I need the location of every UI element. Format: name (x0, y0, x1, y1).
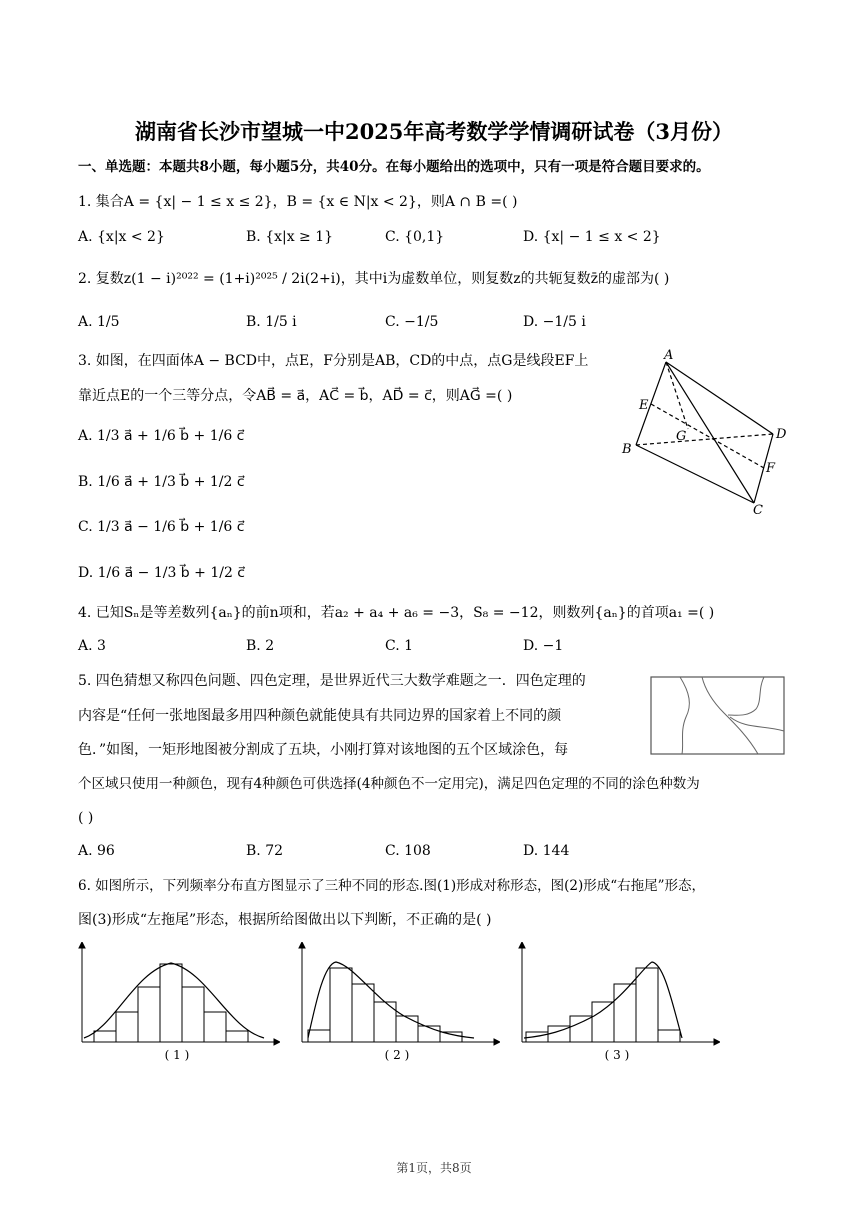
map-boundary-4 (730, 717, 784, 731)
q1-option-d: D. {x| − 1 ≤ x < 2} (523, 229, 661, 245)
h2-bar (440, 1032, 462, 1042)
q2-option-d: D. −1/5 i (523, 314, 586, 330)
h2-bar (396, 1016, 418, 1042)
page-footer: 第1页，共8页 (396, 1161, 472, 1175)
h3-bar (592, 1002, 614, 1042)
q1-option-b: B. {x|x ≥ 1} (246, 229, 334, 245)
page-title: 湖南省长沙市望城一中2025年高考数学学情调研试卷（3月份） (134, 119, 734, 144)
h3-bar (636, 968, 658, 1042)
h3-x-arrow (714, 1039, 720, 1045)
h2-bar (308, 1030, 330, 1042)
q3-option-d: D. 1/6 a⃗ − 1/3 b⃗ + 1/2 c⃗ (78, 565, 245, 581)
q5-option-c: C. 108 (385, 843, 431, 859)
h2-bar (352, 984, 374, 1042)
h1-bar (226, 1031, 248, 1042)
q4-option-d: D. −1 (523, 638, 564, 654)
map-boundary-1 (680, 677, 689, 754)
h1-bar (94, 1031, 116, 1042)
q2-option-b: B. 1/5 i (246, 314, 297, 330)
section-heading: 一、单选题：本题共8小题，每小题5分，共40分。在每小题给出的选项中，只有一项是符合题目要求的。 (78, 159, 710, 175)
h3-bar (570, 1016, 592, 1042)
label-d: D (776, 427, 787, 442)
label-e: E (639, 398, 649, 413)
h1-bar (204, 1012, 226, 1042)
h1-bar (182, 987, 204, 1042)
h1-curve (84, 963, 264, 1038)
h2-bar (418, 1026, 440, 1042)
h3-bar (658, 1030, 680, 1042)
question-1-stem: 1. 集合A = {x| − 1 ≤ x ≤ 2}，B = {x ∈ N|x < 2}，则A ∩ B =( ) (78, 194, 518, 210)
q3-option-c: C. 1/3 a⃗ − 1/6 b⃗ + 1/6 c⃗ (78, 519, 245, 535)
q4-option-b: B. 2 (246, 638, 275, 654)
h2-curve (308, 962, 474, 1038)
label-b: B (622, 442, 632, 457)
q2-option-a: A. 1/5 (78, 314, 120, 330)
h1-bar (116, 1012, 138, 1042)
q3-option-b: B. 1/6 a⃗ + 1/3 b⃗ + 1/2 c⃗ (78, 474, 245, 490)
h2-bar (330, 968, 352, 1042)
question-5-stem-line-5: ( ) (78, 810, 94, 826)
h1-x-arrow (274, 1039, 280, 1045)
q5-option-b: B. 72 (246, 843, 284, 859)
label-a: A (664, 348, 674, 363)
question-5-stem-line-4: 个区域只使用一种颜色，现有4种颜色可供选择(4种颜色不一定用完)，满足四色定理的不同的涂色种数为 (78, 776, 700, 792)
map-figure (650, 675, 786, 757)
histogram-3 (514, 942, 720, 1066)
h1-bar (160, 964, 182, 1042)
question-5-stem-line-3: 色．”如图，一矩形地图被分割成了五块，小刚打算对该地图的五个区域涂色，每 (78, 742, 569, 758)
segment-ef (651, 404, 764, 468)
h2-y-arrow (299, 942, 305, 948)
q4-option-c: C. 1 (385, 638, 414, 654)
q5-option-a: A. 96 (78, 843, 115, 859)
h3-bar (614, 984, 636, 1042)
question-3-stem-line-2: 靠近点E的一个三等分点，令AB⃗ = a⃗，AC⃗ = b⃗，AD⃗ = c⃗，则AG⃗ =( ) (78, 388, 513, 404)
question-4-stem: 4. 已知Sₙ是等差数列{aₙ}的前n项和，若a₂ + a₄ + a₆ = −3，S₈ = −12，则数列{aₙ}的首项a₁ =( ) (78, 605, 715, 621)
h3-caption: ( 3 ) (604, 1048, 630, 1062)
map-boundary-3 (728, 677, 764, 715)
h1-bar (138, 987, 160, 1042)
q2-option-c: C. −1/5 (385, 314, 439, 330)
edge-ad (666, 362, 773, 434)
histogram-2 (294, 942, 500, 1066)
q5-option-d: D. 144 (523, 843, 570, 859)
q1-option-c: C. {0,1} (385, 229, 445, 245)
h1-y-arrow (79, 942, 85, 948)
question-5-stem-line-1: 5. 四色猜想又称四色问题、四色定理，是世界近代三大数学难题之一．四色定理的 (78, 673, 586, 689)
map-border (651, 677, 784, 754)
q3-option-a: A. 1/3 a⃗ + 1/6 b⃗ + 1/6 c⃗ (78, 428, 245, 444)
q1-option-a: A. {x|x < 2} (78, 229, 165, 245)
histogram-1 (74, 942, 280, 1066)
q4-option-a: A. 3 (78, 638, 106, 654)
label-c: C (753, 503, 763, 518)
tetrahedron-figure (618, 348, 798, 518)
question-3-stem-line-1: 3. 如图，在四面体A − BCD中，点E，F分别是AB，CD的中点，点G是线段EF上 (78, 353, 589, 369)
question-6-stem-line-2: 图(3)形成“左拖尾”形态，根据所给图做出以下判断，不正确的是( ) (78, 912, 492, 928)
h2-caption: ( 2 ) (384, 1048, 410, 1062)
h3-y-arrow (519, 942, 525, 948)
h1-caption: ( 1 ) (164, 1048, 190, 1062)
label-f: F (766, 461, 776, 476)
question-2-stem: 2. 复数z(1 − i)²⁰²² = (1+i)²⁰²⁵ / 2i(2+i)，其中i为虚数单位，则复数z的共轭复数z̄的虚部为( ) (78, 271, 670, 287)
edge-bd-hidden (636, 434, 773, 445)
question-6-stem-line-1: 6. 如图所示，下列频率分布直方图显示了三种不同的形态.图(1)形成对称形态，图(2)形成“右拖尾”形态， (78, 878, 706, 894)
label-g: G (676, 429, 687, 444)
h2-x-arrow (494, 1039, 500, 1045)
question-5-stem-line-2: 内容是“任何一张地图最多用四种颜色就能使具有共同边界的国家着上不同的颜 (78, 708, 562, 724)
